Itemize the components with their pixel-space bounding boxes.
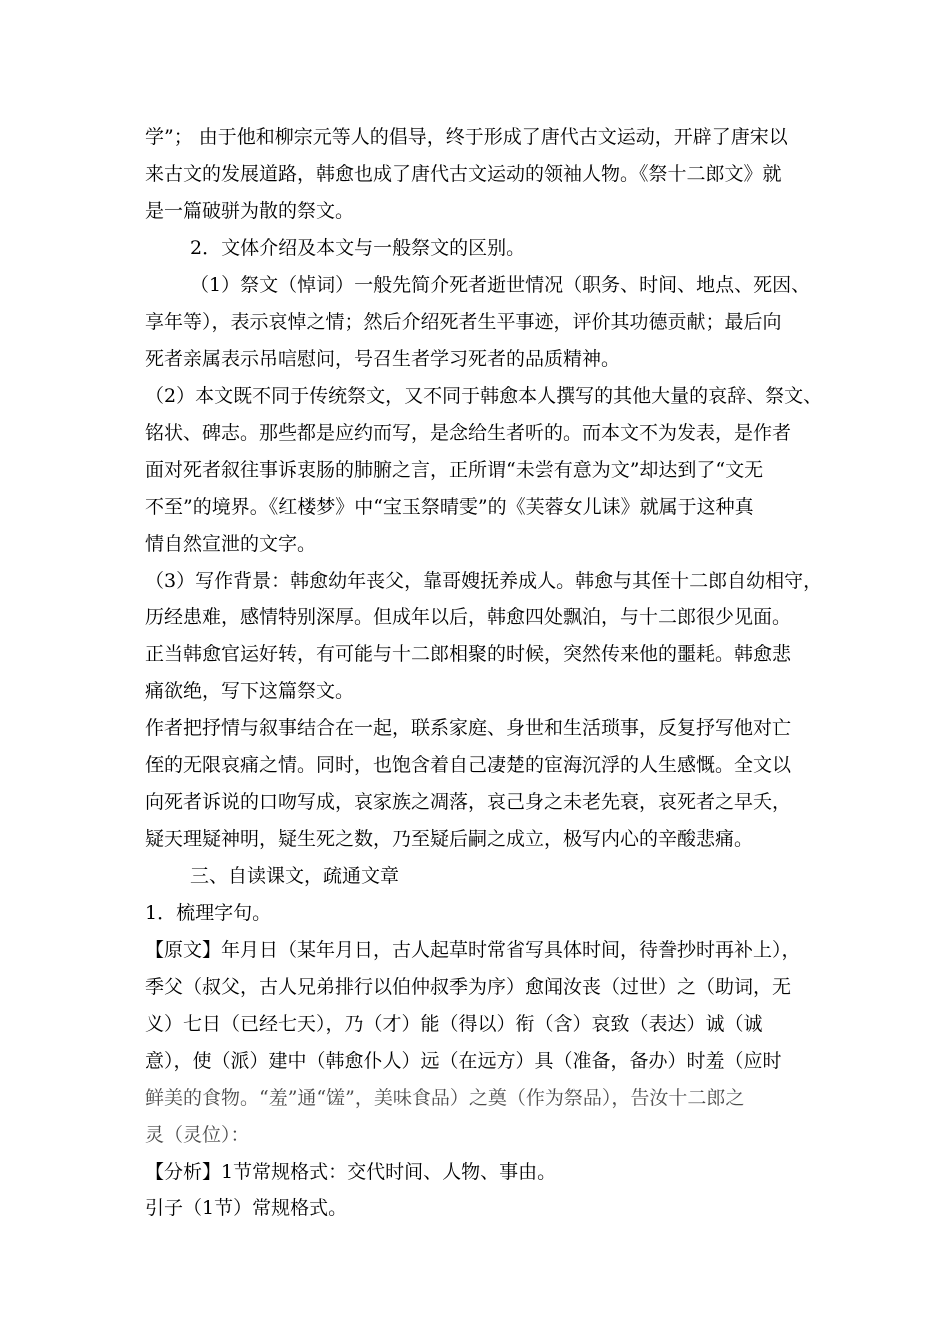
section-heading: 2．文体介绍及本文与一般祭文的区别。 [190,237,526,259]
text-line: 情自然宣泄的文字。 [145,533,317,555]
text-line: 义）七日（已经七天），乃（才）能（得以）衔（含）哀致（表达）诚（诚 [145,1013,763,1035]
text-line: 疑天理疑神明，疑生死之数，乃至疑后嗣之成立，极写内心的辛酸悲痛。 [145,828,754,850]
text-line: 学”； 由于他和柳宗元等人的倡导，终于形成了唐代古文运动，开辟了唐宋以 [145,126,788,148]
text-line: 意），使（派）建中（韩愈仆人）远（在远方）具（准备，备办）时羞（应时 [145,1050,782,1072]
text-line: 向死者诉说的口吻写成，哀家族之凋落，哀己身之未老先衰，哀死者之早夭， [145,791,792,813]
text-line: 是一篇破骈为散的祭文。 [145,200,355,222]
text-line: 来古文的发展道路，韩愈也成了唐代古文运动的领袖人物。《祭十二郎文》就 [145,163,782,185]
text-line: 享年等），表示哀悼之情；然后介绍死者生平事迹，评价其功德贡献；最后向 [145,311,782,333]
text-line: （2）本文既不同于传统祭文，又不同于韩愈本人撰写的其他大量的哀辞、祭文、 [145,385,823,407]
text-line: 灵（灵位）： [145,1124,250,1146]
text-line: 引子（1节）常规格式。 [145,1197,348,1219]
text-line: 正当韩愈官运好转，有可能与十二郎相聚的时候，突然传来他的噩耗。韩愈悲 [145,643,792,665]
section-heading: 三、自读课文，疏通文章 [190,865,400,887]
text-line: 面对死者叙往事诉衷肠的肺腑之言，正所谓“未尝有意为文”却达到了“文无 [145,459,764,481]
text-line: 鲜美的食物。“羞”通“馐”，美味食品）之奠（作为祭品），告汝十二郎之 [145,1087,745,1109]
text-line: （1）祭文（悼词）一般先简介死者逝世情况（职务、时间、地点、死因、 [190,274,811,296]
text-line: 历经患难，感情特别深厚。但成年以后，韩愈四处飘泊，与十二郎很少见面。 [145,606,792,628]
text-line: 侄的无限哀痛之情。同时，也饱含着自己凄楚的宦海沉浮的人生感慨。全文以 [145,754,792,776]
text-line: 季父（叔父，古人兄弟排行以伯仲叔季为序）愈闻汝丧（过世）之（助词，无 [145,976,792,998]
text-line: （3）写作背景：韩愈幼年丧父，靠哥嫂抚养成人。韩愈与其侄十二郎自幼相守， [145,570,823,592]
subsection-heading: 1．梳理字句。 [145,902,272,924]
text-line: 【分析】1节常规格式：交代时间、人物、事由。 [145,1161,557,1183]
text-line: 【原文】年月日（某年月日，古人起草时常省写具体时间，待誊抄时再补上）， [145,939,801,961]
text-line: 铭状、碑志。那些都是应约而写，是念给生者听的。而本文不为发表，是作者 [145,422,792,444]
text-line: 作者把抒情与叙事结合在一起，联系家庭、身世和生活琐事，反复抒写他对亡 [145,717,792,739]
text-line: 死者亲属表示吊唁慰问，号召生者学习死者的品质精神。 [145,348,621,370]
text-line: 不至”的境界。《红楼梦》中“宝玉祭晴雯”的《芙蓉女儿诔》就属于这种真 [145,496,754,518]
text-line: 痛欲绝，写下这篇祭文。 [145,680,355,702]
